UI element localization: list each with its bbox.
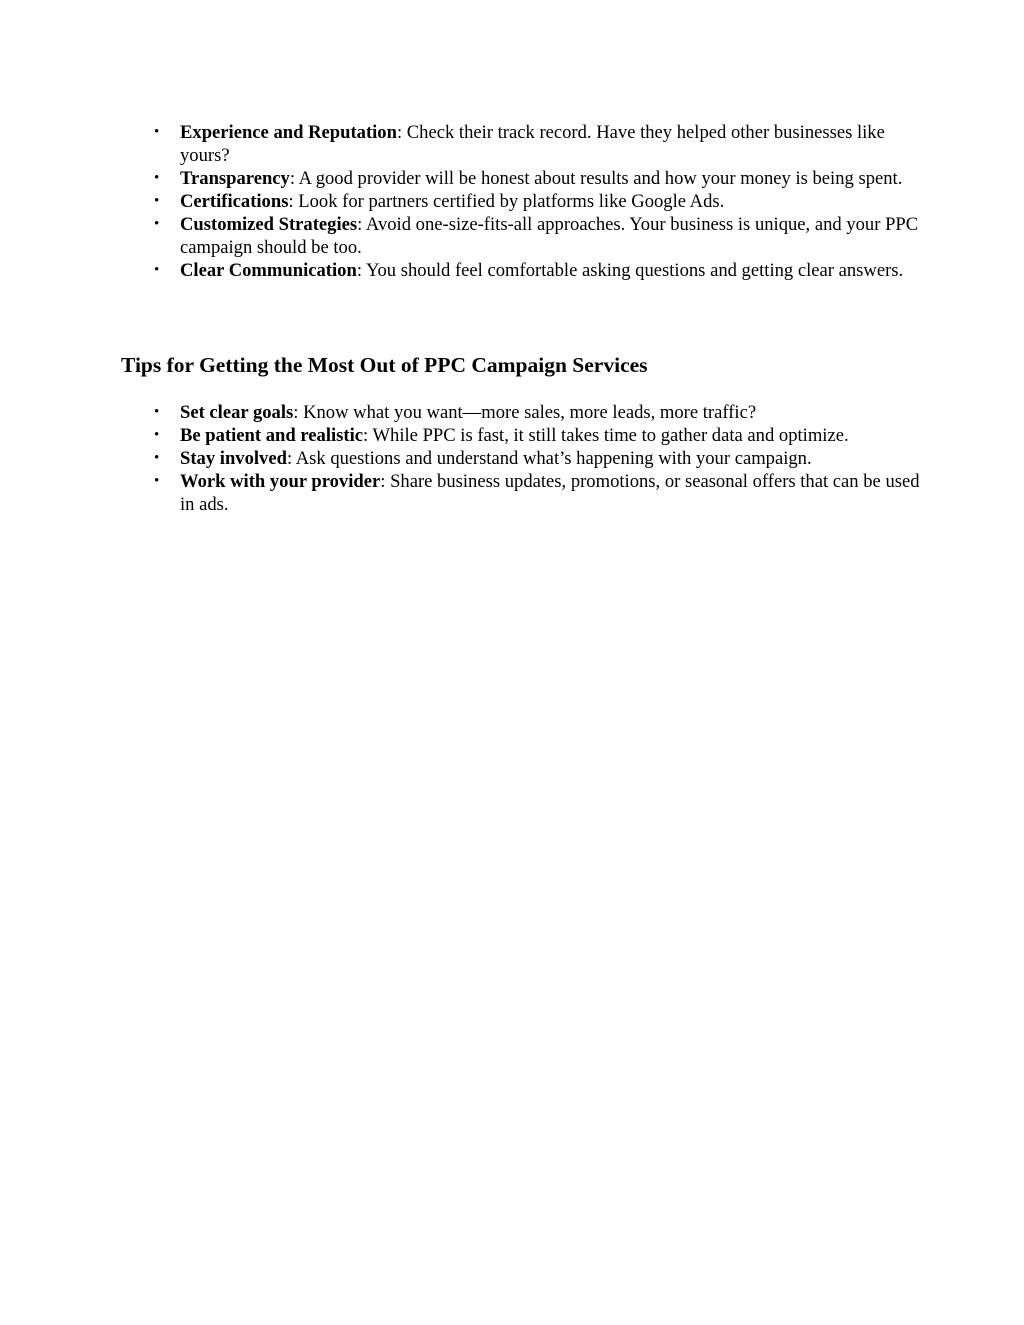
item-term: Transparency bbox=[180, 168, 290, 189]
item-separator: : bbox=[357, 214, 363, 235]
bullet-icon: • bbox=[154, 262, 160, 278]
item-term: Clear Communication bbox=[180, 260, 357, 281]
item-text: A good provider will be honest about results and how your money is being spent. bbox=[295, 168, 903, 189]
item-term: Experience and Reputation bbox=[180, 122, 397, 143]
provider-criteria-list bbox=[154, 121, 920, 282]
item-term: Work with your provider bbox=[180, 471, 381, 492]
bullet-icon: • bbox=[154, 404, 160, 420]
bullet-icon: • bbox=[154, 124, 160, 140]
list-item bbox=[154, 447, 920, 470]
item-text: Avoid one-size-fits-all approaches. Your business is unique, and your PPC campaign should be too. bbox=[180, 214, 919, 258]
item-term: Be patient and realistic bbox=[180, 425, 364, 446]
tips-list bbox=[154, 401, 920, 516]
item-text: Share business updates, promotions, or seasonal offers that can be used in ads. bbox=[180, 471, 920, 515]
bullet-icon: • bbox=[154, 473, 160, 489]
item-term: Customized Strategies bbox=[180, 214, 358, 235]
item-term: Set clear goals bbox=[180, 402, 294, 423]
list-item bbox=[154, 190, 920, 213]
item-separator: : bbox=[293, 402, 299, 423]
bullet-icon: • bbox=[154, 170, 160, 186]
item-text: You should feel comfortable asking questions and getting clear answers. bbox=[361, 260, 904, 281]
item-separator: : bbox=[380, 471, 386, 492]
item-text: While PPC is fast, it still takes time to gather data and optimize. bbox=[368, 425, 849, 446]
item-separator: : bbox=[356, 260, 362, 281]
list-item bbox=[154, 401, 920, 424]
list-item bbox=[154, 259, 920, 282]
list-item bbox=[154, 470, 920, 516]
bullet-icon: • bbox=[154, 216, 160, 232]
item-text: Ask questions and understand what’s happening with your campaign. bbox=[292, 448, 812, 469]
list-item bbox=[154, 213, 920, 259]
bullet-icon: • bbox=[154, 193, 160, 209]
section-heading: Tips for Getting the Most Out of PPC Campaign Services bbox=[121, 353, 648, 377]
item-text: Look for partners certified by platforms like Google Ads. bbox=[293, 191, 725, 212]
item-separator: : bbox=[289, 168, 296, 189]
item-separator: : bbox=[286, 448, 293, 469]
item-separator: : bbox=[288, 191, 294, 212]
bullet-icon: • bbox=[154, 427, 160, 443]
item-text: Check their track record. Have they helped other businesses like yours? bbox=[180, 122, 885, 166]
item-term: Certifications bbox=[180, 191, 289, 212]
item-text: Know what you want—more sales, more leads, more traffic? bbox=[298, 402, 757, 423]
bullet-icon: • bbox=[154, 450, 160, 466]
item-separator: : bbox=[396, 122, 403, 143]
item-separator: : bbox=[363, 425, 369, 446]
list-item bbox=[154, 424, 920, 447]
list-item bbox=[154, 167, 920, 190]
item-term: Stay involved bbox=[180, 448, 287, 469]
list-item bbox=[154, 121, 920, 167]
